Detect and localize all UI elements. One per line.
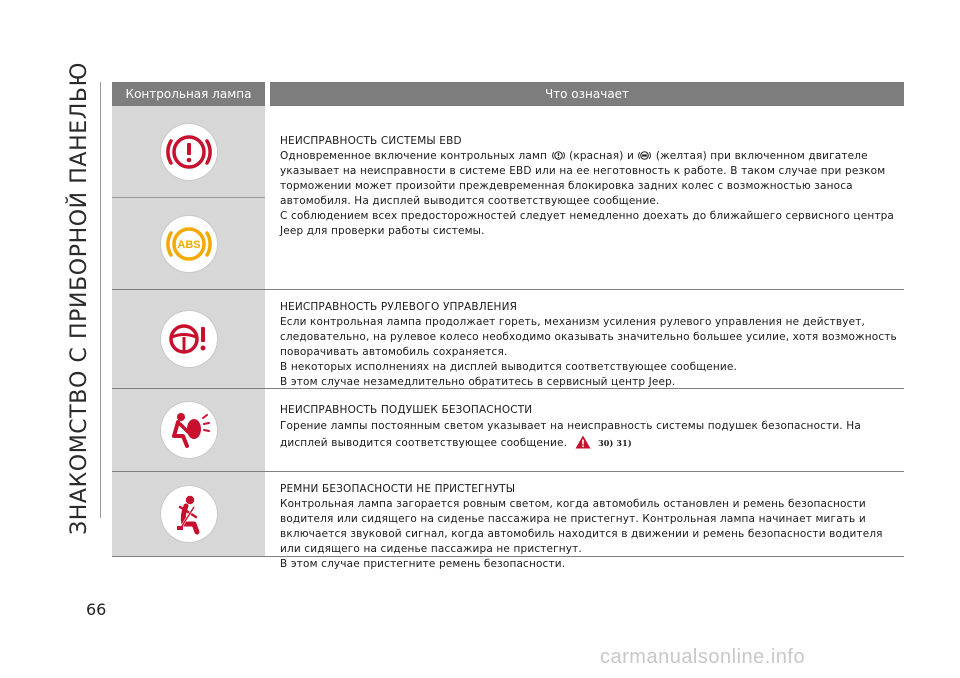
brake-warning-inline-icon — [551, 149, 566, 162]
row-text-part: Одновременное включение контрольных ламп — [280, 150, 548, 162]
row-text: В некоторых исполнениях на дисплей выводится соответствующее сообщение. — [280, 361, 737, 373]
seatbelt-warning-icon — [161, 486, 217, 542]
icon-slot — [112, 106, 265, 197]
meaning-cell — [270, 106, 904, 289]
icon-slot — [112, 389, 265, 471]
icon-cell — [112, 389, 265, 471]
table-row — [112, 290, 904, 389]
brake-warning-icon — [161, 124, 217, 180]
header-lamp: Контрольная лампа — [112, 82, 265, 106]
row-text: С соблюдением всех предосторожностей следует немедленно доехать до ближайшего сервисного центра Jeep для проверки работы системы. — [280, 210, 895, 237]
table-row — [112, 106, 904, 290]
icon-cell — [112, 106, 265, 289]
row-title: РЕМНИ БЕЗОПАСНОСТИ НЕ ПРИСТЕГНУТЫ — [280, 483, 516, 495]
abs-warning-inline-icon — [637, 149, 652, 162]
reference-numbers: 30) 31) — [598, 438, 632, 448]
watermark: carmanualsonline.info — [600, 646, 806, 668]
row-title: НЕИСПРАВНОСТЬ ПОДУШЕК БЕЗОПАСНОСТИ — [280, 404, 533, 416]
icon-slot — [112, 197, 265, 289]
row-text-part: (красная) и — [569, 150, 634, 162]
table-header — [112, 82, 904, 106]
table-row — [112, 472, 904, 570]
row-text-part: Горение лампы постоянным светом указывает на неисправность системы подушек безопасности. На дисплей выводится соответствующее сообщение. — [280, 420, 861, 449]
icon-cell — [112, 290, 265, 388]
icon-slot — [112, 472, 265, 556]
side-title — [56, 61, 102, 535]
warning-lamp-table — [112, 82, 904, 570]
row-text-part: (желтая) при включенном двигателе указывает на неисправности в системе EBD или на ее неготовность к работе. В таком случае при резком торможении может произойти преждевременная блокировка задних колес с возможностью заноса автомобиля. На дисплей выводится соответствующее сообщение. — [280, 150, 886, 207]
row-title: НЕИСПРАВНОСТЬ СИСТЕМЫ EBD — [280, 135, 462, 147]
abs-warning-icon — [161, 216, 217, 272]
warning-triangle-icon — [575, 435, 591, 449]
row-text — [280, 418, 904, 452]
row-text: В этом случае незамедлительно обратитесь в сервисный центр Jeep. — [280, 376, 676, 388]
header-meaning: Что означает — [270, 82, 904, 106]
airbag-warning-icon — [161, 402, 217, 458]
icon-slot — [112, 290, 265, 388]
row-text: Если контрольная лампа продолжает гореть, механизм усиления рулевого управления не действует, следовательно, на рулевое колесо необходимо оказывать значительно большее усилие, хотя возможность поворачивать автомобиль сохраняется. — [280, 316, 897, 358]
meaning-cell — [270, 472, 904, 570]
table-row — [112, 389, 904, 472]
meaning-cell — [270, 290, 904, 388]
svg-text:ABS: ABS — [176, 238, 201, 251]
meaning-cell — [270, 389, 904, 471]
side-title-text: ЗНАКОМСТВО С ПРИБОРНОЙ ПАНЕЛЬЮ — [66, 61, 92, 535]
row-text: В этом случае пристегните ремень безопасности. — [280, 558, 566, 570]
page-number: 66 — [86, 600, 107, 619]
row-text: Контрольная лампа загорается ровным светом, когда автомобиль остановлен и ремень безопасности водителя или сидящего на сиденье пассажира не пристегнут. Контрольная лампа начинает мигать и включается звуковой сигнал, когда автомобиль находится в движении и ремень безопасности водителя или сидящего на сиденье пассажира не пристегнут. — [280, 498, 883, 555]
icon-cell — [112, 472, 265, 556]
row-title: НЕИСПРАВНОСТЬ РУЛЕВОГО УПРАВЛЕНИЯ — [280, 301, 518, 313]
row-text — [280, 149, 904, 209]
steering-warning-icon — [161, 311, 217, 367]
side-divider — [100, 82, 101, 518]
